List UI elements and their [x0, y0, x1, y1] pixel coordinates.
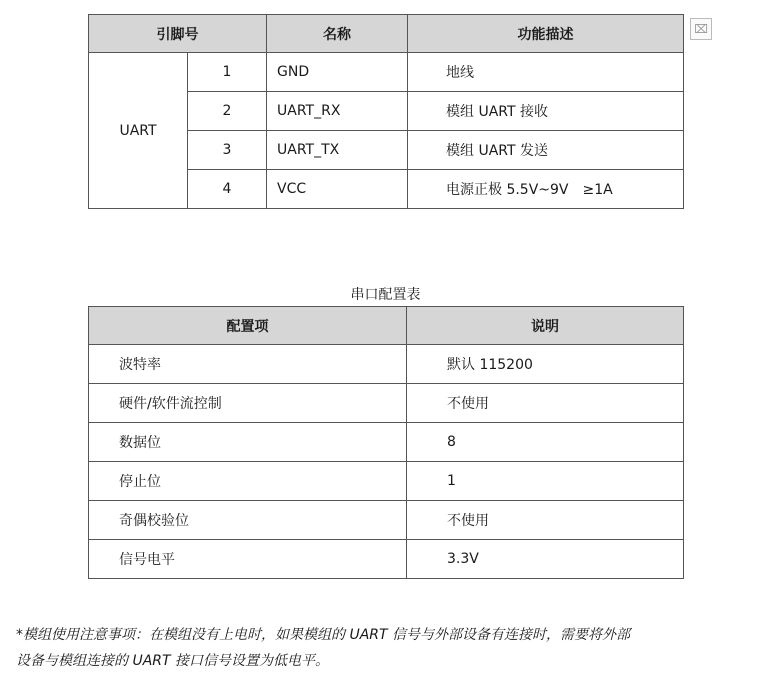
header-config-item: 配置项 [89, 307, 407, 345]
table-row [89, 384, 684, 423]
table-row [89, 423, 684, 462]
config-value: 8 [407, 423, 684, 462]
config-item: 奇偶校验位 [89, 501, 407, 540]
usage-note-line-1: *模组使用注意事项：在模组没有上电时，如果模组的 UART 信号与外部设备有连接时，需要将外部 [16, 627, 631, 643]
usage-note-line-2: 设备与模组连接的 UART 接口信号设置为低电平。 [16, 653, 330, 669]
config-item: 停止位 [89, 462, 407, 501]
pin-name: GND [267, 53, 408, 92]
table-row [89, 501, 684, 540]
pin-table-header-row [89, 15, 684, 53]
pin-table [88, 14, 684, 209]
config-table-header-row [89, 307, 684, 345]
config-value: 3.3V [407, 540, 684, 579]
header-description: 说明 [407, 307, 684, 345]
table-row [89, 345, 684, 384]
header-pin-number: 引脚号 [89, 15, 267, 53]
config-item: 硬件/软件流控制 [89, 384, 407, 423]
config-value: 1 [407, 462, 684, 501]
config-value: 不使用 [407, 501, 684, 540]
pin-description: 地线 [408, 53, 684, 92]
table-row [89, 53, 684, 92]
config-value: 默认 115200 [407, 345, 684, 384]
config-table-caption: 串口配置表 [350, 287, 421, 303]
pin-description: 模组 UART 发送 [408, 131, 684, 170]
header-function: 功能描述 [408, 15, 684, 53]
uart-group-label: UART [89, 53, 188, 209]
config-table [88, 306, 684, 579]
header-name: 名称 [267, 15, 408, 53]
pin-number: 4 [188, 170, 267, 209]
table-row [89, 462, 684, 501]
config-item: 信号电平 [89, 540, 407, 579]
pin-number: 1 [188, 53, 267, 92]
pin-description: 模组 UART 接收 [408, 92, 684, 131]
pin-name: UART_RX [267, 92, 408, 131]
pin-number: 2 [188, 92, 267, 131]
close-icon[interactable]: ⌧ [690, 18, 712, 40]
pin-name: UART_TX [267, 131, 408, 170]
config-item: 波特率 [89, 345, 407, 384]
config-value: 不使用 [407, 384, 684, 423]
pin-name: VCC [267, 170, 408, 209]
pin-description: 电源正极 5.5V~9V ≥1A [408, 170, 684, 209]
usage-note [16, 622, 766, 674]
config-item: 数据位 [89, 423, 407, 462]
pin-number: 3 [188, 131, 267, 170]
table-row [89, 540, 684, 579]
